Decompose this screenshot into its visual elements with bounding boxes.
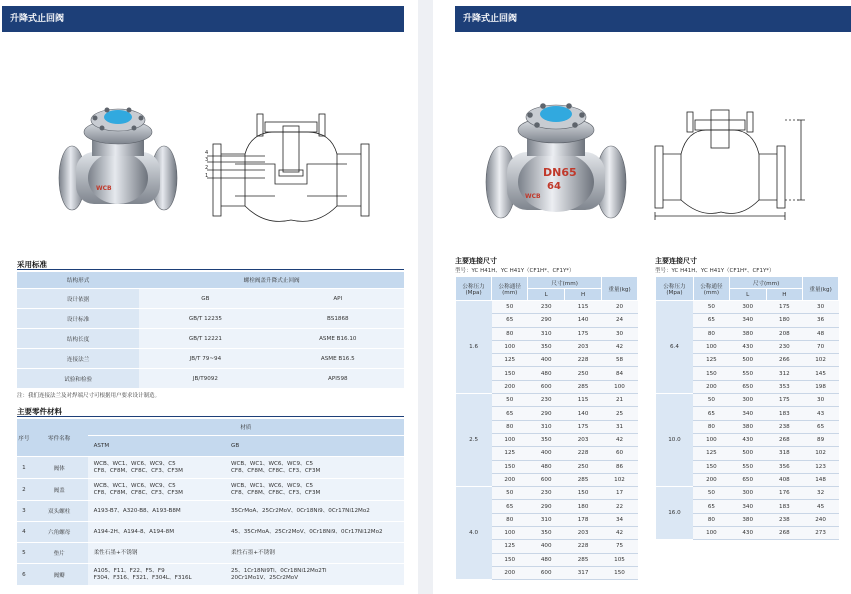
table-cell: 31 (602, 420, 638, 433)
table-cell: 115 (565, 394, 602, 407)
table-cell: 175 (565, 420, 602, 433)
table-cell: 102 (803, 354, 839, 367)
table-row (656, 487, 839, 500)
table-cell: 380 (729, 420, 766, 433)
pressure-cell: 1.6 (456, 301, 492, 394)
valve-brand-text: WCB (525, 193, 541, 200)
pressure-cell: 4.0 (456, 487, 492, 580)
table-cell: 30 (803, 301, 839, 314)
table-cell: 340 (729, 500, 766, 513)
table-cell: 290 (528, 500, 565, 513)
table-cell: 400 (528, 447, 565, 460)
table-cell: 430 (729, 340, 766, 353)
table-cell: 200 (492, 566, 528, 579)
table-cell: 65 (492, 314, 528, 327)
table-cell: 80 (492, 513, 528, 526)
left-page (0, 0, 418, 594)
table-cell: 408 (766, 473, 803, 486)
table-cell: 290 (528, 314, 565, 327)
table-cell: 650 (729, 380, 766, 393)
table-cell: 290 (528, 407, 565, 420)
tableA-title: 主要连接尺寸 (455, 257, 497, 265)
table-row: 试验和检验 JB/T9092 API598 (17, 369, 404, 389)
table-row: 结构长度 GB/T 12221 ASME B16.10 (17, 329, 404, 349)
table-cell: 340 (729, 407, 766, 420)
table-cell: 50 (693, 394, 729, 407)
table-cell: 430 (729, 527, 766, 540)
table-cell: 180 (766, 314, 803, 327)
table-cell: 45 (803, 500, 839, 513)
table-cell: 200 (693, 473, 729, 486)
table-cell: 200 (492, 380, 528, 393)
table-cell: 203 (565, 527, 602, 540)
table-row (656, 394, 839, 407)
table-cell: 300 (729, 487, 766, 500)
table-cell: 550 (729, 460, 766, 473)
right-page (433, 0, 851, 594)
table-row (656, 301, 839, 314)
table-row: 3 双头螺柱 A193-B7、A320-B8、A193-B8M 35CrMoA、25Cr2MoV、0Cr18Ni9、0Cr17Ni12Mo2 (17, 501, 404, 522)
table-row: 公称压力 (Mpa) 公称通径 (mm) 尺寸(mm) 重量(kg) (456, 277, 638, 289)
table-cell: 48 (803, 327, 839, 340)
table-cell: 150 (565, 487, 602, 500)
table-cell: 310 (528, 513, 565, 526)
table-cell: 175 (766, 394, 803, 407)
table-cell: 50 (492, 301, 528, 314)
std-section-title: 采用标准 (17, 260, 47, 269)
table-cell: 150 (602, 566, 638, 579)
table-cell: 42 (602, 433, 638, 446)
table-cell: 75 (602, 540, 638, 553)
table-cell: 228 (565, 447, 602, 460)
table-cell: 200 (693, 380, 729, 393)
table-row: ASTM GB (17, 436, 404, 457)
table-cell: 268 (766, 527, 803, 540)
table-cell: 105 (602, 553, 638, 566)
table-cell: 178 (565, 513, 602, 526)
table-cell: 65 (693, 314, 729, 327)
table-cell: 230 (528, 394, 565, 407)
valve-outline-drawing (651, 100, 823, 226)
pressure-cell: 2.5 (456, 394, 492, 487)
left-header: 升降式止回阀 (2, 6, 404, 32)
table-cell: 208 (766, 327, 803, 340)
table-cell: 200 (492, 473, 528, 486)
table-row: 5 垫片 柔性石墨+不锈钢 柔性石墨+不锈钢 (17, 543, 404, 564)
table-cell: 228 (565, 540, 602, 553)
table-cell: 123 (803, 460, 839, 473)
table-cell: 100 (602, 380, 638, 393)
table-cell: 65 (492, 407, 528, 420)
table-cell: 183 (766, 500, 803, 513)
table-row: 4 六角螺母 A194-2H、A194-8、A194-8M 45、35CrMoA、25Cr2MoV、0Cr18Ni9、0Cr17Ni12Mo2 (17, 522, 404, 543)
table-cell: 70 (803, 340, 839, 353)
table-row: 2 阀盖 WCB、WC1、WC6、WC9、C5 CF8、CF8M、CF8C、CF3、CF3M WCB、WC1、WC6、WC9、C5 CF8、CF8M、CF8C、CF3、CF3M (17, 479, 404, 501)
table-cell: 268 (766, 433, 803, 446)
right-header: 升降式止回阀 (455, 6, 851, 32)
table-cell: 50 (693, 301, 729, 314)
table-cell: 350 (528, 527, 565, 540)
table-cell: 285 (565, 473, 602, 486)
table-cell: 312 (766, 367, 803, 380)
table-cell: 145 (803, 367, 839, 380)
table-cell: 300 (729, 394, 766, 407)
table-cell: 80 (492, 420, 528, 433)
table-cell: 125 (693, 447, 729, 460)
table-cell: 480 (528, 367, 565, 380)
table-cell: 310 (528, 420, 565, 433)
table-cell: 175 (565, 327, 602, 340)
table-cell: 150 (693, 460, 729, 473)
table-cell: 36 (803, 314, 839, 327)
valve-section-drawing (205, 108, 377, 226)
table-cell: 500 (729, 447, 766, 460)
table-row: 序号 零件名称 材质 (17, 419, 404, 436)
valve-photo (52, 90, 184, 220)
table-cell: 80 (693, 513, 729, 526)
table-cell: 100 (693, 340, 729, 353)
table-cell: 600 (528, 566, 565, 579)
std-divider (17, 269, 404, 270)
table-cell: 50 (693, 487, 729, 500)
mat-section-title: 主要零件材料 (17, 407, 62, 416)
table-cell: 125 (492, 354, 528, 367)
table-cell: 356 (766, 460, 803, 473)
table-cell: 318 (766, 447, 803, 460)
table-cell: 550 (729, 367, 766, 380)
page-gutter (418, 0, 433, 594)
diagram-label-3: 3 (205, 157, 209, 163)
diagram-label-1: 1 (205, 173, 209, 179)
standards-table (17, 272, 404, 389)
table-cell: 140 (565, 314, 602, 327)
table-cell: 203 (565, 433, 602, 446)
table-cell: 125 (693, 354, 729, 367)
table-cell: 30 (803, 394, 839, 407)
table-cell: 102 (803, 447, 839, 460)
table-cell: 80 (492, 327, 528, 340)
table-cell: 60 (602, 447, 638, 460)
pressure-cell: 16.0 (656, 487, 694, 540)
table-row: 设计依据 GB API (17, 289, 404, 309)
table-cell: 230 (528, 301, 565, 314)
table-cell: 285 (565, 553, 602, 566)
table-cell: 250 (565, 460, 602, 473)
dimension-table-a (455, 276, 638, 580)
table-cell: 100 (492, 433, 528, 446)
table-cell: 273 (803, 527, 839, 540)
table-cell: 65 (693, 500, 729, 513)
materials-table (17, 419, 404, 586)
table-cell: 50 (492, 394, 528, 407)
table-cell: 125 (492, 540, 528, 553)
table-cell: 230 (528, 487, 565, 500)
valve-dn-text: DN65 (543, 166, 577, 179)
table-cell: 17 (602, 487, 638, 500)
table-cell: 150 (693, 367, 729, 380)
table-cell: 150 (492, 460, 528, 473)
table-cell: 600 (528, 380, 565, 393)
diagram-label-2: 2 (205, 165, 209, 171)
table-cell: 25 (602, 407, 638, 420)
table-cell: 400 (528, 354, 565, 367)
table-cell: 115 (565, 301, 602, 314)
table-cell: 100 (693, 527, 729, 540)
table-cell: 180 (565, 500, 602, 513)
table-cell: 42 (602, 340, 638, 353)
table-cell: 102 (602, 473, 638, 486)
table-cell: 350 (528, 340, 565, 353)
pressure-cell: 6.4 (656, 301, 694, 394)
table-cell: 125 (492, 447, 528, 460)
table-cell: 317 (565, 566, 602, 579)
valve-brand-text: WCB (96, 185, 112, 192)
std-note: 注：我们连接法兰及对焊端尺寸可根据用户要求设计制造。 (17, 393, 161, 399)
table-row: 连接法兰 JB/T 79~94 ASME B16.5 (17, 349, 404, 369)
table-cell: 380 (729, 513, 766, 526)
table-cell: 80 (693, 327, 729, 340)
table-cell: 250 (565, 367, 602, 380)
table-cell: 150 (492, 553, 528, 566)
table-cell: 20 (602, 301, 638, 314)
table-cell: 21 (602, 394, 638, 407)
table-cell: 266 (766, 354, 803, 367)
table-cell: 24 (602, 314, 638, 327)
table-row (456, 301, 638, 314)
table-cell: 340 (729, 314, 766, 327)
table-row: 1 阀体 WCB、WC1、WC6、WC9、C5 CF8、CF8M、CF8C、CF3、CF3M WCB、WC1、WC6、WC9、C5 CF8、CF8M、CF8C、CF3、CF3M (17, 457, 404, 479)
table-cell: 58 (602, 354, 638, 367)
table-cell: 43 (803, 407, 839, 420)
table-cell: 100 (693, 433, 729, 446)
table-cell: 400 (528, 540, 565, 553)
table-row: 6 阀瓣 A105、F11、F22、F5、F9 F304、F316、F321、F304L、F316L 25、1Cr18Ni9Ti、0Cr18Ni12Mo2Ti 20Cr1Mo1V、25Cr2MoV (17, 564, 404, 586)
table-cell: 353 (766, 380, 803, 393)
table-cell: 30 (602, 327, 638, 340)
table-cell: 600 (528, 473, 565, 486)
table-cell: 650 (729, 473, 766, 486)
pressure-cell: 10.0 (656, 394, 694, 487)
table-cell: 175 (766, 301, 803, 314)
table-cell: 42 (602, 527, 638, 540)
table-cell: 176 (766, 487, 803, 500)
table-row (456, 394, 638, 407)
table-row: 设计标准 GB/T 12235 BS1868 (17, 309, 404, 329)
table-cell: 80 (693, 420, 729, 433)
diagram-label-4: 4 (205, 150, 209, 156)
table-cell: 238 (766, 513, 803, 526)
table-cell: 300 (729, 301, 766, 314)
mat-divider (17, 416, 404, 417)
table-cell: 84 (602, 367, 638, 380)
dimension-table-b (655, 276, 839, 540)
table-row: 结构形式 螺栓阀盖升降式止回阀 (17, 272, 404, 289)
table-cell: 500 (729, 354, 766, 367)
table-cell: 230 (766, 340, 803, 353)
table-cell: 240 (803, 513, 839, 526)
table-cell: 89 (803, 433, 839, 446)
table-cell: 86 (602, 460, 638, 473)
table-cell: 100 (492, 527, 528, 540)
table-cell: 100 (492, 340, 528, 353)
table-cell: 480 (528, 460, 565, 473)
table-cell: 183 (766, 407, 803, 420)
table-row: L H (456, 289, 638, 301)
table-cell: 65 (803, 420, 839, 433)
table-cell: 480 (528, 553, 565, 566)
table-cell: 148 (803, 473, 839, 486)
table-cell: 228 (565, 354, 602, 367)
table-cell: 22 (602, 500, 638, 513)
table-row: L H (656, 289, 839, 301)
table-cell: 430 (729, 433, 766, 446)
table-cell: 238 (766, 420, 803, 433)
table-cell: 380 (729, 327, 766, 340)
table-row (456, 487, 638, 500)
table-cell: 34 (602, 513, 638, 526)
table-cell: 50 (492, 487, 528, 500)
table-row: 公称压力 (Mpa) 公称通径 (mm) 尺寸(mm) 重量(kg) (656, 277, 839, 289)
table-cell: 65 (492, 500, 528, 513)
table-cell: 310 (528, 327, 565, 340)
table-cell: 65 (693, 407, 729, 420)
tableB-sub: 型号：YC H41H、YC H41Y（CF1H*、CF1Y*） (655, 268, 775, 274)
valve-photo-large (481, 90, 631, 228)
table-cell: 198 (803, 380, 839, 393)
table-cell: 285 (565, 380, 602, 393)
table-cell: 32 (803, 487, 839, 500)
table-cell: 150 (492, 367, 528, 380)
tableB-title: 主要连接尺寸 (655, 257, 697, 265)
tableA-sub: 型号：YC H41H、YC H41Y（CF1H*、CF1Y*） (455, 268, 575, 274)
valve-pn-text: 64 (547, 181, 561, 192)
table-cell: 350 (528, 433, 565, 446)
table-cell: 203 (565, 340, 602, 353)
table-cell: 140 (565, 407, 602, 420)
